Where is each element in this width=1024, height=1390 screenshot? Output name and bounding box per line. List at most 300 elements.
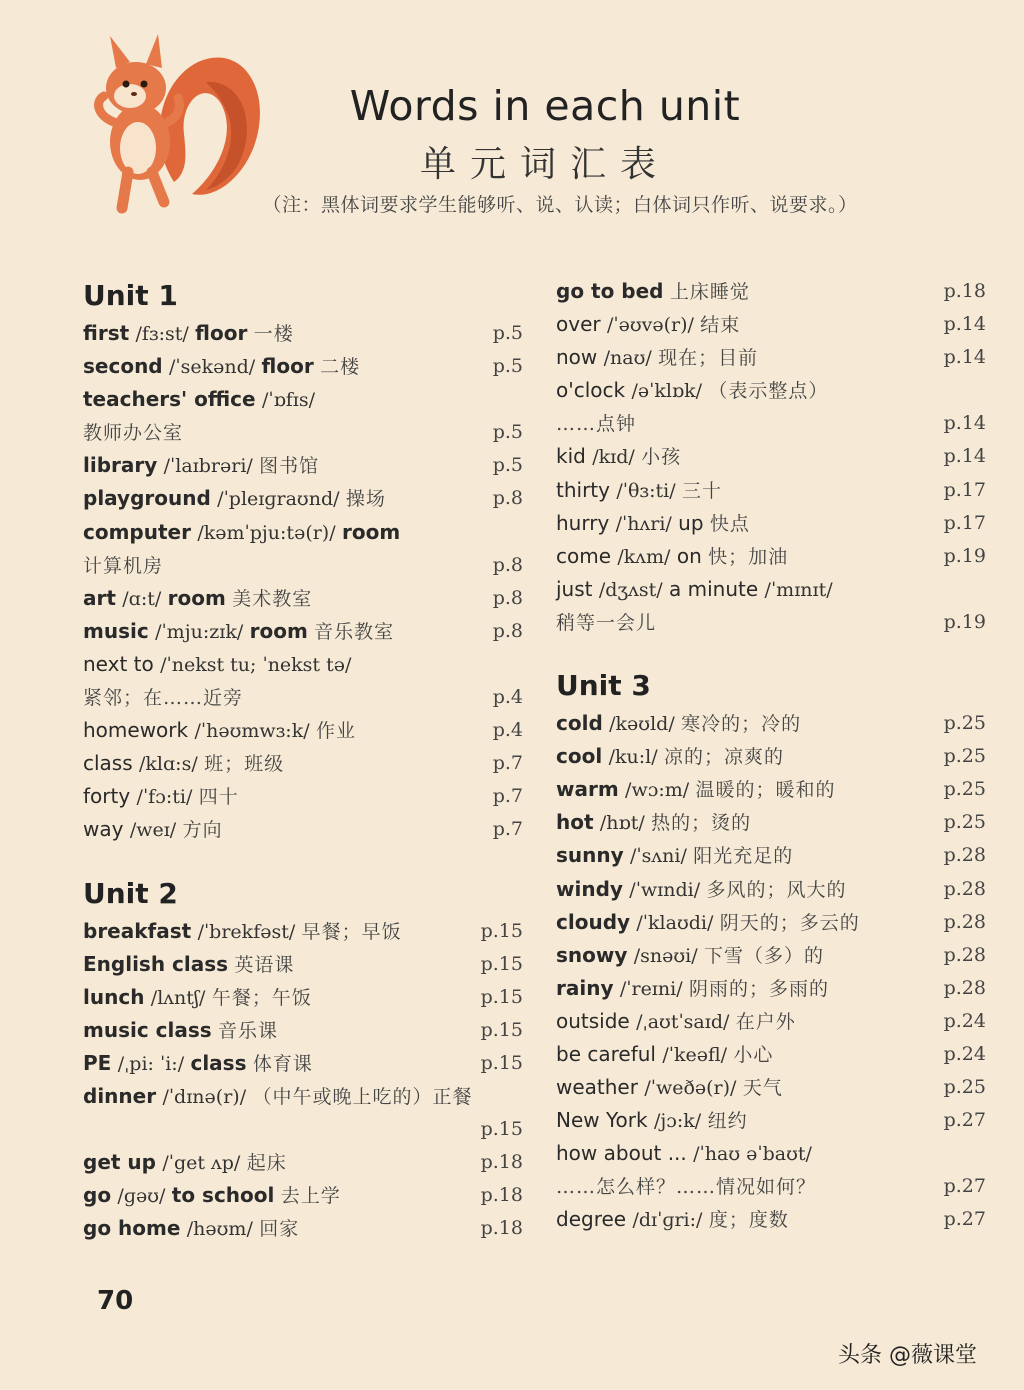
vocab-word: dinner: [83, 1083, 157, 1108]
page-ref: p.17: [943, 478, 986, 501]
phonetic: /wɔ:m/: [625, 779, 690, 802]
vocab-text: [556, 341, 758, 375]
vocab-word: over: [556, 312, 601, 337]
page-ref: p.19: [943, 610, 986, 633]
chinese-meaning: 午餐；午饭: [211, 986, 312, 1009]
vocab-text: [83, 780, 239, 814]
page-ref: p.4: [492, 686, 523, 709]
vocab-text: [83, 747, 284, 781]
vocab-word: PE: [83, 1050, 112, 1075]
chinese-meaning: 英语课: [234, 953, 295, 976]
vocab-word: room: [167, 585, 226, 610]
phonetic: /ˈhʌri/: [615, 512, 672, 535]
phonetic: /hɒt/: [599, 812, 645, 835]
vocab-line: [556, 374, 986, 407]
vocab-line: [556, 440, 986, 473]
chinese-meaning: 天气: [742, 1077, 783, 1100]
vocab-line: [556, 1104, 986, 1137]
vocab-word: homework: [83, 718, 189, 743]
vocab-word: kid: [556, 444, 586, 469]
chinese-meaning: 阴天的；多云的: [719, 911, 860, 934]
vocab-text: [83, 383, 315, 417]
vocab-word: o'clock: [556, 378, 626, 403]
phonetic: /ˈreɪni/: [619, 977, 683, 1000]
vocab-word: class: [83, 751, 133, 776]
page-ref: p.18: [480, 1151, 523, 1174]
chinese-meaning: 回家: [259, 1218, 300, 1241]
page-ref: p.17: [943, 511, 986, 534]
vocab-line: [556, 507, 986, 540]
page-ref: p.28: [943, 844, 986, 867]
vocab-line: [556, 540, 986, 573]
chinese-meaning: 凉的；凉爽的: [663, 746, 784, 769]
page-ref: p.14: [943, 445, 986, 468]
chinese-meaning: 结束: [700, 314, 741, 337]
squirrel-illustration: [88, 22, 266, 218]
vocab-line: [83, 1212, 523, 1245]
vocab-line: [83, 648, 523, 681]
chinese-meaning: 现在；目前: [658, 347, 759, 370]
phonetic: /snəʊi/: [633, 944, 698, 967]
vocab-word: come: [556, 543, 612, 568]
vocab-word: cool: [556, 744, 603, 769]
page-ref: p.15: [480, 1051, 523, 1074]
vocab-text: [556, 573, 833, 607]
vocab-line: [83, 449, 523, 482]
vocab-line: [83, 582, 523, 615]
vocab-line: [556, 474, 986, 507]
vocab-text: [556, 374, 828, 408]
vocab-line: [83, 1014, 523, 1047]
chinese-meaning: 热的；烫的: [651, 812, 752, 835]
vocab-text: [556, 873, 847, 907]
vocab-line: [556, 1071, 986, 1104]
page-ref: p.27: [943, 1208, 986, 1231]
page-ref: p.15: [480, 1018, 523, 1041]
phonetic: /ˈθɜ:ti/: [616, 479, 676, 502]
page-ref: p.28: [943, 910, 986, 933]
vocab-word: go to bed: [556, 279, 664, 303]
phonetic: /ˈget ʌp/: [162, 1152, 241, 1175]
phonetic: /dʒʌst/: [598, 578, 663, 601]
vocab-line: [83, 681, 523, 714]
page-ref: p.25: [943, 778, 986, 801]
vocab-word: weather: [556, 1075, 638, 1100]
chinese-meaning: 音乐课: [218, 1019, 279, 1042]
vocab-text: [83, 1047, 313, 1081]
vocab-word: English class: [83, 951, 229, 976]
chinese-meaning: （中午或晚上吃的）正餐: [252, 1085, 473, 1108]
phonetic: /ˈpleɪɡraʊnd/: [217, 488, 340, 511]
page-ref: p.25: [943, 811, 986, 834]
vocab-text: [556, 972, 829, 1006]
vocab-word: cloudy: [556, 909, 631, 934]
vocab-line: [556, 1005, 986, 1038]
phonetic: /ˈbrekfəst/: [197, 920, 296, 943]
phonetic: /ˈklaʊdi/: [636, 911, 714, 934]
vocab-text: [83, 1080, 472, 1114]
page-ref: p.8: [492, 553, 523, 576]
phonetic: /ˌaʊtˈsaɪd/: [636, 1010, 730, 1033]
chinese-meaning: 纽约: [707, 1110, 748, 1133]
phonetic: /kəʊld/: [609, 713, 675, 736]
phonetic: /ˈwɪndi/: [629, 878, 701, 901]
vocab-line: [83, 981, 523, 1014]
vocab-line: [83, 714, 523, 747]
vocab-line: [83, 383, 523, 416]
vocab-text: [83, 416, 183, 450]
page-ref: p.8: [492, 619, 523, 642]
vocab-word: be careful: [556, 1041, 656, 1066]
vocab-text: [83, 516, 400, 550]
vocab-word: just: [556, 576, 593, 601]
chinese-meaning: ……怎么样？……情况如何？: [556, 1176, 817, 1199]
vocab-text: [556, 806, 751, 840]
page-ref: p.25: [943, 745, 986, 768]
vocab-text: [556, 1170, 816, 1204]
vocab-line: [83, 813, 523, 846]
vocab-text: [83, 449, 319, 483]
phonetic: /ku:l/: [608, 746, 658, 769]
vocab-word: first: [83, 321, 130, 345]
page-ref: p.18: [480, 1217, 523, 1240]
phonetic: /ˈmju:zɪk/: [155, 620, 244, 643]
phonetic: /ɡəʊ/: [117, 1185, 166, 1208]
chinese-meaning: 作业: [315, 720, 356, 743]
vocab-text: [83, 615, 394, 649]
vocab-text: [83, 482, 386, 516]
vocab-line: [83, 1179, 523, 1212]
vocab-line: [83, 482, 523, 515]
chinese-meaning: 早餐；早饭: [301, 920, 402, 943]
vocab-word: snowy: [556, 942, 628, 967]
phonetic: /ˈhaʊ əˈbaʊt/: [693, 1143, 812, 1166]
phonetic: /ˈdɪnə(r)/: [162, 1085, 247, 1108]
chinese-meaning: 多风的；风大的: [706, 878, 847, 901]
page-ref: p.5: [492, 421, 523, 444]
page-ref: p.7: [492, 752, 523, 775]
vocab-text: [83, 981, 312, 1015]
vocab-text: [83, 915, 402, 949]
vocab-text: [556, 707, 801, 741]
page-ref: p.25: [943, 1076, 986, 1099]
vocab-line: [83, 549, 523, 582]
vocab-text: [83, 317, 294, 351]
vocab-text: [83, 549, 163, 583]
unit-heading: Unit 3: [556, 669, 651, 703]
chinese-meaning: 上床睡觉: [669, 281, 750, 303]
vocab-word: hot: [556, 810, 594, 835]
vocab-word: cold: [556, 711, 603, 736]
chinese-meaning: 阴雨的；多雨的: [688, 977, 829, 1000]
vocab-text: [83, 681, 243, 715]
chinese-meaning: 体育课: [252, 1052, 313, 1075]
vocab-word: teachers' office: [83, 387, 256, 412]
right-column: [556, 275, 986, 1237]
vocab-line: [83, 1047, 523, 1080]
chinese-meaning: 三十: [681, 479, 722, 502]
vocab-word: room: [341, 519, 401, 544]
chinese-meaning: 寒冷的；冷的: [681, 713, 802, 736]
chinese-meaning: 度；度数: [708, 1209, 789, 1232]
phonetic: /ˈsekənd/: [168, 356, 256, 379]
vocab-line: [556, 407, 986, 440]
page-ref: p.8: [492, 487, 523, 510]
chinese-meaning: 在户外: [735, 1010, 796, 1033]
vocab-word: library: [83, 453, 158, 478]
vocab-line: [556, 972, 986, 1005]
phonetic: /kʌm/: [617, 545, 671, 568]
chinese-meaning: 四十: [198, 786, 239, 809]
vocab-text: [556, 1071, 783, 1105]
phonetic: /ˈhəʊmwɜ:k/: [194, 720, 310, 743]
phonetic: /ˈɒfɪs/: [261, 389, 316, 412]
vocab-line: [556, 939, 986, 972]
page-ref: p.27: [943, 1175, 986, 1198]
page-ref: p.25: [943, 712, 986, 735]
chinese-meaning: 紧邻；在……近旁: [83, 687, 244, 710]
vocab-word: a minute: [669, 576, 759, 601]
phonetic: /jɔ:k/: [653, 1110, 702, 1133]
vocab-word: get up: [83, 1150, 156, 1175]
vocab-word: thirty: [556, 477, 610, 502]
vocab-word: outside: [556, 1008, 630, 1033]
page-ref: p.5: [492, 322, 523, 344]
vocab-line: [83, 1146, 523, 1179]
vocab-word: lunch: [83, 984, 145, 1009]
vocab-text: [556, 740, 784, 774]
page-ref: p.19: [943, 544, 986, 567]
vocab-word: rainy: [556, 975, 614, 1000]
vocab-text: [83, 948, 294, 982]
phonetic: /ˈmɪnɪt/: [764, 578, 833, 601]
vocab-text: [556, 773, 836, 807]
vocab-text: [556, 1104, 748, 1138]
vocab-text: [83, 1146, 287, 1180]
vocab-word: windy: [556, 876, 623, 901]
left-column: [83, 275, 523, 1245]
page-ref: p.24: [943, 1042, 986, 1065]
page-ref: p.18: [480, 1184, 523, 1207]
phonetic: /ɑ:t/: [122, 587, 162, 610]
vocab-word: music class: [83, 1017, 212, 1042]
chinese-meaning: ……点钟: [556, 413, 637, 436]
title-english: Words in each unit: [349, 82, 741, 130]
vocab-text: [83, 350, 360, 384]
chinese-meaning: 小心: [733, 1043, 774, 1066]
chinese-meaning: 二楼: [320, 356, 361, 379]
phonetic: /naʊ/: [603, 347, 652, 370]
chinese-meaning: 阳光充足的: [693, 845, 794, 868]
vocab-word: class: [190, 1050, 247, 1075]
page-ref: p.5: [492, 355, 523, 378]
chinese-meaning: 方向: [182, 819, 223, 842]
vocab-word: next to: [83, 651, 154, 676]
chinese-meaning: 操场: [345, 488, 386, 511]
phonetic: /ˈkeəfl/: [662, 1043, 728, 1066]
chinese-meaning: 温暖的；暖和的: [695, 779, 836, 802]
vocab-line: [556, 1137, 986, 1170]
chinese-meaning: 小孩: [641, 446, 682, 469]
phonetic: /əˈklɒk/: [631, 380, 703, 403]
vocab-word: playground: [83, 486, 211, 511]
vocab-word: computer: [83, 519, 191, 544]
vocab-line: [556, 906, 986, 939]
vocab-word: forty: [83, 784, 131, 809]
vocab-word: degree: [556, 1207, 627, 1232]
phonetic: /həʊm/: [186, 1218, 253, 1241]
vocab-line: [83, 615, 523, 648]
page-ref: p.5: [492, 454, 523, 477]
page-ref: p.28: [943, 877, 986, 900]
vocab-text: [556, 606, 656, 640]
chinese-meaning: 计算机房: [83, 554, 164, 577]
vocab-line: [83, 747, 523, 780]
page-ref: p.14: [943, 313, 986, 336]
vocab-line: [556, 606, 986, 639]
vocab-line: [83, 516, 523, 549]
page-ref: p.28: [943, 943, 986, 966]
vocab-line: [83, 350, 523, 383]
phonetic: /kəmˈpju:tə(r)/: [197, 521, 336, 544]
phonetic: /ˌpi: ˈi:/: [117, 1052, 185, 1075]
vocab-line: [556, 839, 986, 872]
vocab-word: on: [676, 543, 702, 568]
page-ref: p.24: [943, 1009, 986, 1032]
phonetic: /kɪd/: [592, 446, 635, 469]
vocab-line: [83, 317, 523, 350]
vocab-line: [556, 773, 986, 806]
vocab-text: [83, 1179, 341, 1213]
chinese-meaning: 起床: [246, 1152, 287, 1175]
vocab-line: [556, 1170, 986, 1203]
vocab-text: [83, 714, 356, 748]
page-ref: p.8: [492, 586, 523, 609]
vocab-word: up: [678, 510, 704, 535]
chinese-meaning: 班；班级: [204, 753, 285, 776]
title-chinese: 单元词汇表: [419, 144, 670, 185]
chinese-meaning: 稍等一会儿: [556, 611, 657, 634]
vocab-line: [83, 780, 523, 813]
vocab-line: [556, 308, 986, 341]
page-ref: p.7: [492, 818, 523, 841]
vocab-text: [83, 648, 351, 682]
vocab-word: breakfast: [83, 918, 192, 943]
chinese-meaning: 美术教室: [232, 587, 313, 610]
vocab-line: [556, 1038, 986, 1071]
vocab-text: [556, 1038, 773, 1072]
vocab-line: [556, 341, 986, 374]
chinese-meaning: 下雪（多）的: [704, 944, 825, 967]
page-ref: p.15: [480, 952, 523, 975]
chinese-meaning: 快；加油: [708, 545, 789, 568]
vocab-text: [556, 407, 636, 441]
phonetic: /ˈsʌni/: [630, 845, 687, 868]
vocab-text: [83, 1212, 299, 1246]
vocab-line: [556, 1203, 986, 1236]
vocab-text: [83, 813, 223, 847]
vocab-text: [556, 839, 793, 873]
vocab-line: [556, 740, 986, 773]
vocab-word: sunny: [556, 843, 624, 868]
vocab-word: warm: [556, 777, 619, 802]
phonetic: /ˈlaɪbrəri/: [163, 455, 253, 478]
vocab-text: [556, 275, 750, 309]
page-ref: p.15: [480, 919, 523, 942]
vocab-text: [556, 308, 740, 342]
vocab-word: go: [83, 1183, 112, 1208]
page-ref: p.14: [943, 412, 986, 435]
vocab-text: [556, 474, 722, 508]
vocab-word: art: [83, 585, 116, 610]
vocab-line: [556, 806, 986, 839]
phonetic: /klɑ:s/: [139, 753, 198, 776]
vocab-word: now: [556, 345, 598, 370]
vocab-line: [556, 573, 986, 606]
phonetic: /ˈweðə(r)/: [644, 1077, 737, 1100]
vocab-word: hurry: [556, 510, 610, 535]
page-ref: p.28: [943, 976, 986, 999]
vocab-text: [556, 507, 750, 541]
phonetic: /ˈnekst tu; ˈnekst tə/: [160, 653, 352, 676]
vocab-text: [556, 440, 681, 474]
page-ref: p.4: [492, 719, 523, 742]
page-ref: p.15: [480, 1118, 523, 1141]
chinese-meaning: 快点: [709, 512, 750, 535]
vocab-text: [83, 582, 312, 616]
phonetic: /ˈəʊvə(r)/: [606, 314, 694, 337]
vocab-word: how about ...: [556, 1141, 687, 1166]
phonetic: /weɪ/: [129, 819, 177, 842]
vocab-word: way: [83, 817, 124, 842]
vocab-line: [556, 873, 986, 906]
vocab-line: [556, 275, 986, 308]
vocab-line: [83, 1080, 523, 1113]
vocab-text: [83, 1014, 278, 1048]
watermark: 头条 @薇课堂: [838, 1343, 977, 1368]
chinese-meaning: （表示整点）: [708, 380, 829, 403]
vocab-text: [556, 1137, 812, 1171]
vocab-text: [556, 1203, 789, 1237]
phonetic: /ˈfɔ:ti/: [136, 786, 193, 809]
page-ref: p.14: [943, 346, 986, 369]
vocab-word: music: [83, 618, 149, 643]
vocab-word: go home: [83, 1216, 181, 1241]
phonetic: /lʌntʃ/: [150, 986, 206, 1009]
phonetic: /dɪˈɡri:/: [632, 1209, 703, 1232]
chinese-meaning: 去上学: [280, 1185, 341, 1208]
vocab-word: room: [249, 618, 308, 643]
vocab-word: floor: [261, 354, 314, 379]
vocab-word: to school: [171, 1183, 275, 1208]
vocab-word: second: [83, 354, 163, 379]
chinese-meaning: 一楼: [253, 323, 294, 345]
vocab-line: [83, 416, 523, 449]
unit-heading: Unit 1: [83, 279, 178, 312]
vocab-text: [556, 906, 860, 940]
page-ref: p.27: [943, 1109, 986, 1132]
page-number: 70: [97, 1286, 134, 1316]
unit-heading: Unit 2: [83, 876, 178, 910]
usage-note: （注：黑体词要求学生能够听、说、认读；白体词只作听、说要求。）: [262, 194, 858, 216]
chinese-meaning: 图书馆: [259, 455, 320, 478]
vocab-text: [556, 939, 824, 973]
vocab-word: floor: [195, 321, 248, 345]
vocab-text: [556, 1005, 796, 1039]
chinese-meaning: 音乐教室: [314, 620, 395, 643]
page-ref: p.7: [492, 785, 523, 808]
vocab-line: [83, 948, 523, 981]
